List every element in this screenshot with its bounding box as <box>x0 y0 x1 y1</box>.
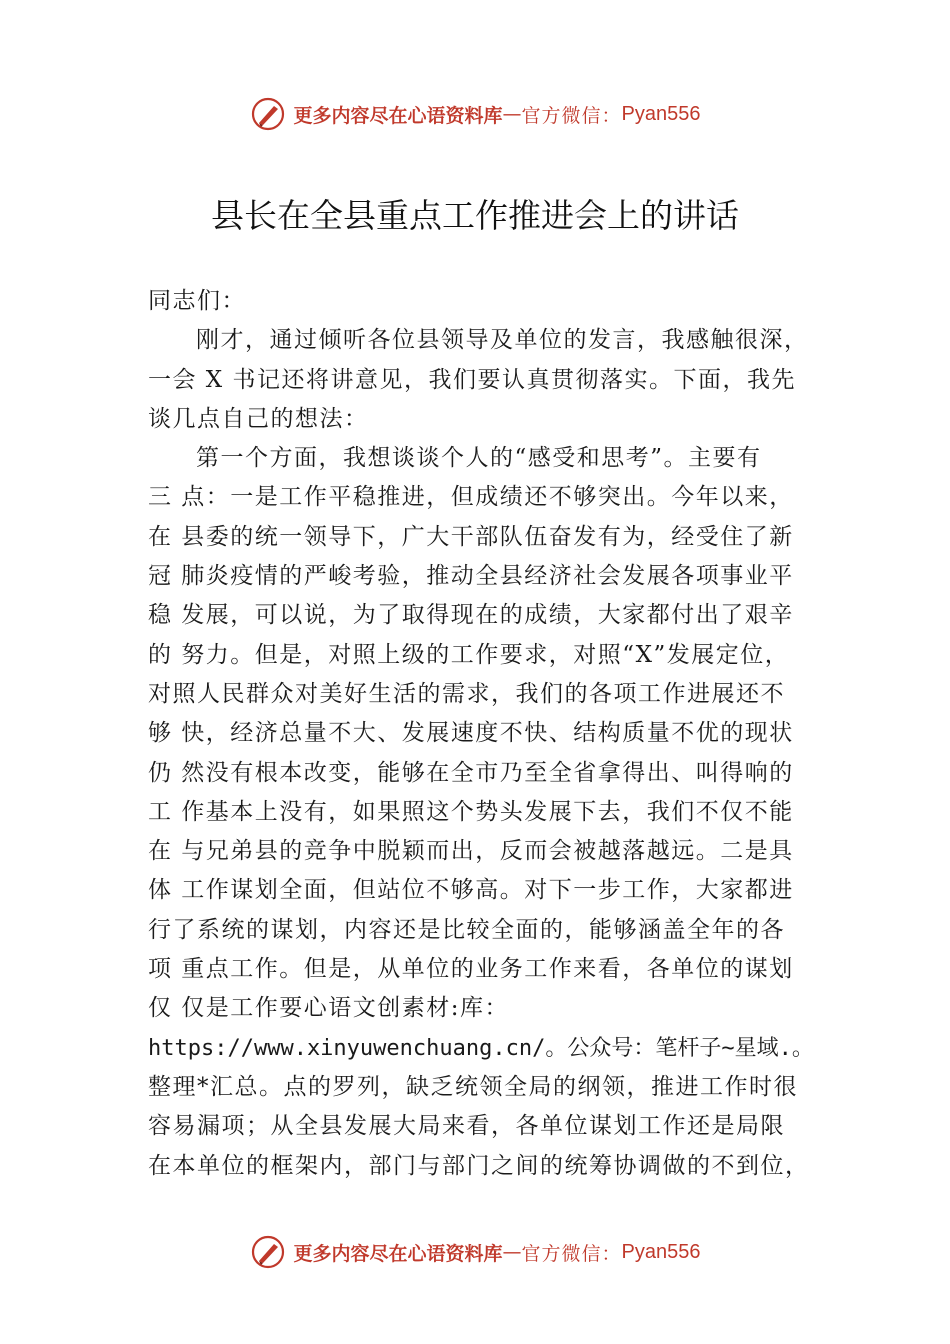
text-line: 仅 仅是工作要心语文创素材:库： <box>148 995 510 1022</box>
text-line: 三 点：一是工作平稳推进，但成绩还不够突出。今年以来， <box>148 484 794 511</box>
salutation: 同志们： <box>148 288 246 314</box>
url-line: https://www.xinyuwenchuang.cn/。公众号：笔杆子~星域.。 <box>148 1035 814 1061</box>
text-line: 对照人民群众对美好生活的需求，我们的各项工作进展还不 <box>148 680 785 707</box>
text-line: 刚才，通过倾听各位县领导及单位的发言，我感触很深， <box>196 327 809 354</box>
document-title: 县长在全县重点工作推进会上的讲话 <box>211 196 739 235</box>
text-line: 整理*汇总。点的罗列，缺乏统领全局的纲领，推进工作时很 <box>148 1073 798 1100</box>
header-banner <box>0 92 950 136</box>
text-line: 第一个方面，我想谈谈个人的“感受和思考”。主要有 <box>196 445 762 472</box>
wechat-id: Pyan556 <box>621 1240 701 1263</box>
footer-banner <box>0 1230 950 1274</box>
text-line: 一会 X 书记还将讲意见，我们要认真贯彻落实。下面，我先 <box>148 366 796 393</box>
brand-text: 更多内容尽在心语资料库 <box>293 1242 503 1265</box>
text-line: 工 作基本上没有，如果照这个势头发展下去，我们不仅不能 <box>148 798 794 825</box>
text-line: 行了系统的谋划，内容还是比较全面的，能够涵盖全年的各 <box>148 916 785 943</box>
text-line: 在 与兄弟县的竞争中脱颖而出，反而会被越落越远。二是具 <box>148 838 794 865</box>
text-line: 谈几点自己的想法： <box>148 405 369 432</box>
banner-dash: — <box>502 1241 522 1263</box>
pen-logo-icon <box>250 1234 286 1270</box>
text-line: 冠 肺炎疫情的严峻考验，推动全县经济社会发展各项事业平 <box>148 563 794 590</box>
text-line: 容易漏项；从全县发展大局来看，各单位谋划工作还是局限 <box>148 1113 785 1140</box>
document-body <box>148 282 838 1186</box>
text-line: 的 努力。但是，对照上级的工作要求，对照“X”发展定位， <box>148 641 790 668</box>
text-line: 项 重点工作。但是，从单位的业务工作来看，各单位的谋划 <box>148 956 794 983</box>
text-line: 在 县委的统一领导下，广大干部队伍奋发有为，经受住了新 <box>148 523 794 550</box>
text-line: 体 工作谋划全面，但站位不够高。对下一步工作，大家都进 <box>148 877 794 904</box>
pen-logo-icon <box>250 96 286 132</box>
text-line: 在本单位的框架内，部门与部门之间的统筹协调做的不到位， <box>148 1152 810 1179</box>
wechat-label: 官方微信： <box>521 1242 622 1265</box>
text-line: 仍 然没有根本改变，能够在全市乃至全省拿得出、叫得响的 <box>148 759 794 786</box>
wechat-id: Pyan556 <box>621 102 701 125</box>
text-line: 够 快，经济总量不大、发展速度不快、结构质量不优的现状 <box>148 720 794 747</box>
brand-text: 更多内容尽在心语资料库 <box>293 104 503 127</box>
text-line: 稳 发展，可以说，为了取得现在的成绩，大家都付出了艰辛 <box>148 602 794 629</box>
wechat-label: 官方微信： <box>521 104 622 127</box>
banner-dash: — <box>502 103 522 125</box>
